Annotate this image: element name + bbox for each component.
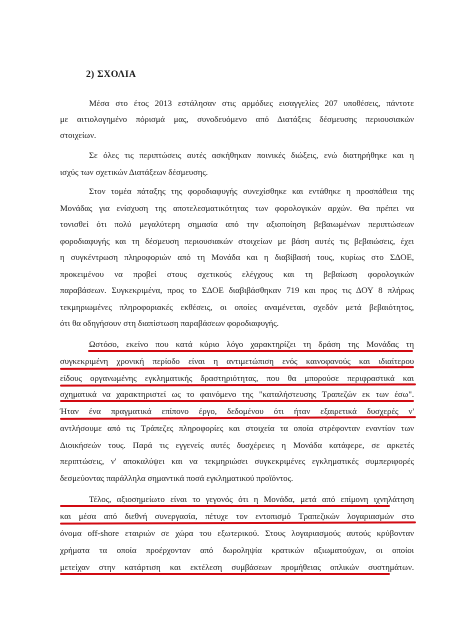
text-line: με αιτιολογημένο πόρισμά μας, συνοδευόμενο από Διατάξεις δέσμευσης περιουσιακών [60,114,414,124]
text-line: παραβάσεων. Συγκεκριμένα, προς το ΣΔΟΕ διαβιβάσθηκαν 719 και προς τις ΔΟΥ 8 πλήρως [60,285,414,295]
text-line: συγκεκριμένη χρονική περίοδο είναι η αντιμετώπιση ενός καινοφανούς και ιδιαίτερου [60,356,414,366]
text-line: προκειμένου να προβεί στους σχετικούς ελέγχους και τη βεβαίωση φορολογικών [60,269,414,279]
text-line: στοιχείων. [60,130,97,140]
text-line: χρήματα τα οποία προέρχονταν από δωροληψία κρατικών αξιωματούχων, οι οποίοι [60,545,414,555]
text-line: είδους οργανωμένης εγκληματικής δραστηριότητας, που θα μπορούσε περιφραστικά και [60,373,414,383]
text-line: η συγκέντρωση πληροφοριών από τη Μονάδα και η διαβίβασή τους, κυρίως στο ΣΔΟΕ, [60,252,414,262]
text-line: ισχύς των σχετικών Διατάξεων δέσμευσης. [60,167,208,177]
text-line: Μονάδας για ενίσχυση της αποτελεσματικότητας των φορολογικών αρχών. Θα πρέπει να [60,203,414,213]
text-line: περιπτώσεις, ν' αποκαλύψει και να τεκμηριώσει συγκεκριμένες εγκληματικές συμπεριφορές [60,456,414,466]
text-line: Ήταν ένα πραγματικά επίπονο έργο, δεδομένου ότι ήταν εξαιρετικά δυσχερές ν' [60,406,414,416]
text-line: Τέλος, αξιοσημείωτο είναι το γεγονός ότι η Μονάδα, μετά από επίμονη ιχνηλάτηση [89,494,414,504]
text-line: Ωστόσο, εκείνο που κατά κύριο λόγο χαρακτηρίζει τη δράση της Μονάδας τη [89,339,414,349]
red-underline [60,383,416,386]
text-line: Διοικήσεών τους. Παρά τις εγγενείς αυτές δυσχέρειες η Μονάδα κατάφερε, σε αρκετές [60,440,414,450]
text-line: ότι θα οδηγήσουν στη διαπίστωση παραβάσεων φοροδιαφυγής. [60,318,279,328]
text-line: Στον τομέα πάταξης της φοροδιαφυγής συνεχίσθηκε και εντάθηκε η προσπάθεια της [89,186,414,196]
text-line: τονισθεί ότι πολύ μεγαλύτερη σημασία από την αξιοποίηση βεβαιωμένων περιπτώσεων [60,219,414,229]
text-line: μετείχαν στην κατάρτιση και εκτέλεση συμβάσεων προμήθειας οπλικών συστημάτων. [60,562,414,572]
text-line: σχηματικά να χαρακτηριστεί ως το φαινόμενο της "καταλήστευσης Τραπεζών εκ των έσω". [60,389,414,399]
text-line: και μέσα από διεθνή συνεργασία, πέτυχε τον εντοπισμό Τραπεζικών λογαριασμών στο [60,511,414,521]
text-line: όνομα off-shore εταιριών σε χώρα του εξωτερικού. Στους λογαριασμούς αυτούς κρύβονταν [60,528,414,538]
red-underline [60,573,390,575]
text-line: Μέσα στο έτος 2013 εστάλησαν στις αρμόδιες εισαγγελίες 207 υποθέσεις, πάντοτε [89,98,414,108]
text-line: τεκμηριωμένες πληροφοριακές εκθέσεις, οι οποίες αναμένεται, σχεδόν μετά βεβαιότητος, [60,302,414,312]
red-underline [88,350,413,352]
red-underline [60,521,416,524]
text-line: αντλήσουμε από τις Τράπεζες πληροφορίες και στοιχεία τα οποία στρέφονταν εναντίον των [60,423,414,433]
section-heading: 2) ΣΧΟΛΙΑ [86,70,137,80]
red-underline [60,505,390,507]
text-line: δεσμεύοντας παράλληλα σημαντικά ποσά εγκληματικού προϊόντος. [60,473,294,483]
text-line: Σε όλες τις περιπτώσεις αυτές ασκήθηκαν ποινικές διώξεις, ενώ διατηρήθηκε και η [89,150,414,160]
text-line: φοροδιαφυγής και τη δέσμευση περιουσιακών στοιχείων με βάση αυτές τις βεβαιώσεις, έχει [60,236,414,246]
red-underline [60,400,414,402]
